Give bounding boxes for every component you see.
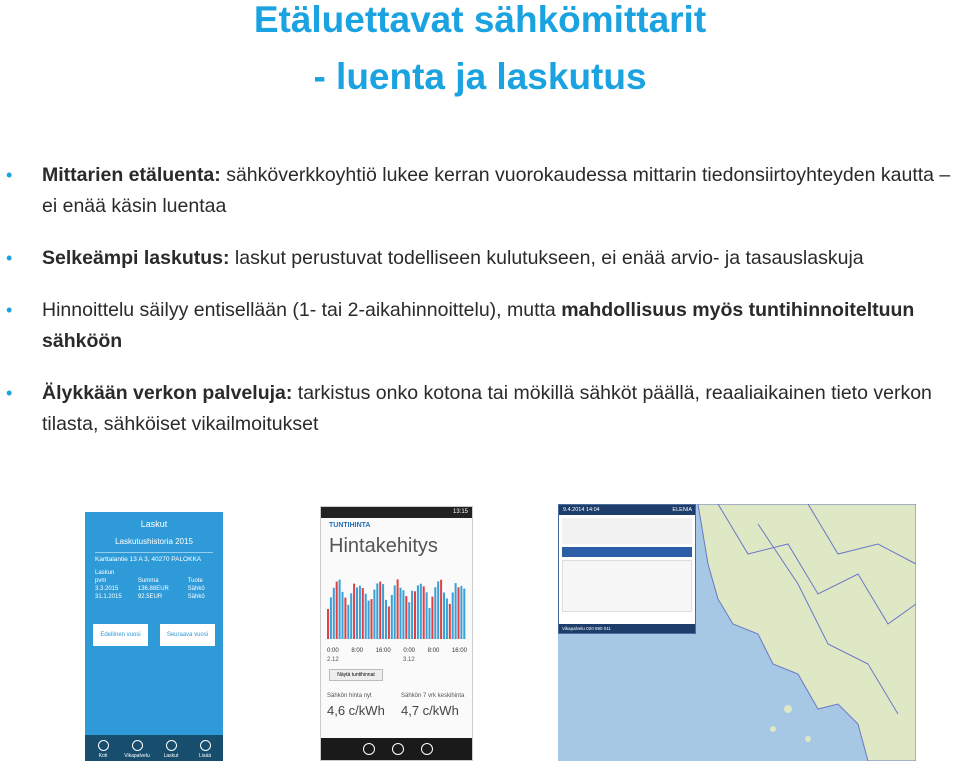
price-bar xyxy=(327,609,329,639)
price-now-value: 4,6 c/kWh xyxy=(327,703,385,718)
bullet-bold: Selkeämpi laskutus: xyxy=(42,247,230,269)
price-bar xyxy=(429,608,431,639)
bullet-text: sähköverkkoyhtiö lukee kerran vuorokaudessa mittarin tiedonsiirtoyhteyden kautta – ei enää käsin luentaa xyxy=(42,164,951,217)
price-bar xyxy=(423,586,425,639)
price-bar xyxy=(342,592,344,639)
slide-title-line1: Etäluettavat sähkömittarit xyxy=(253,0,707,40)
next-year-button[interactable]: Seuraava vuosi xyxy=(160,624,215,646)
bullet-bold: Älykkään verkon palveluja: xyxy=(42,382,293,404)
bullet-text: tarkistus onko kotona tai mökillä sähköt päällä, reaaliaikainen tieto verkon tilasta, sähköiset vikailmoitukset xyxy=(42,382,932,435)
list-icon xyxy=(200,740,211,751)
price-bar xyxy=(391,595,393,639)
bottom-tab-bar xyxy=(85,735,223,761)
invoices-table xyxy=(95,569,215,601)
price-avg-value: 4,7 c/kWh xyxy=(401,703,459,718)
price-bar xyxy=(434,587,436,639)
price-bar xyxy=(371,599,373,639)
euro-icon xyxy=(166,740,177,751)
bullet-item xyxy=(0,243,960,274)
tab-label: Vikapalvelu xyxy=(124,753,150,759)
tab-more[interactable] xyxy=(188,740,222,759)
tab-fault-service[interactable] xyxy=(120,740,154,759)
chart-axis-ticks xyxy=(327,648,467,654)
bullet-item xyxy=(0,295,960,357)
bullet-list xyxy=(0,160,960,461)
price-bar xyxy=(420,584,422,639)
tab-invoices[interactable] xyxy=(154,740,188,759)
axis-tick: 16:00 xyxy=(375,648,391,654)
price-bar xyxy=(330,597,332,639)
price-bar xyxy=(426,592,428,639)
price-bar xyxy=(452,592,454,639)
price-bar xyxy=(455,583,457,639)
price-bar xyxy=(394,585,396,639)
bullet-prefix: Hinnoittelu säilyy entisellään (1- tai 2-aikahinnoittelu), mutta xyxy=(42,299,562,321)
price-bar-chart xyxy=(321,569,472,647)
phone-screenshot-invoices xyxy=(85,512,223,761)
price-bar xyxy=(382,584,384,639)
panel-tabs[interactable] xyxy=(562,547,692,557)
bullet-dot-icon: • xyxy=(6,300,13,320)
price-bar xyxy=(431,597,433,639)
tab-label: Koti xyxy=(98,753,108,759)
bullet-dot-icon: • xyxy=(6,165,13,185)
bullet-bold: mahdollisuus myös tuntihinnoiteltuun sähköön xyxy=(42,299,915,352)
price-bar xyxy=(440,580,442,639)
price-bar xyxy=(408,602,410,639)
price-bar xyxy=(446,598,448,639)
bullet-item xyxy=(0,378,960,440)
price-bar xyxy=(344,598,346,639)
price-bar xyxy=(347,605,349,639)
price-bar xyxy=(463,589,465,639)
panel-header xyxy=(559,505,695,515)
price-heading: Hintakehitys xyxy=(329,535,438,557)
price-bar xyxy=(339,580,341,639)
invoices-header: Tuote xyxy=(187,578,203,584)
price-bar xyxy=(379,582,381,639)
table-row[interactable] xyxy=(95,585,215,593)
invoices-header: pvm xyxy=(95,578,107,584)
share-icon[interactable] xyxy=(392,743,404,755)
price-bar xyxy=(376,583,378,639)
price-now-label: Sähkön hinta nyt xyxy=(327,693,372,699)
panel-table xyxy=(562,560,692,612)
table-cell: 31.1.2015 xyxy=(95,594,122,600)
price-bar xyxy=(362,588,364,639)
price-bar xyxy=(365,594,367,639)
price-bar xyxy=(402,590,404,639)
price-bar xyxy=(449,604,451,639)
axis-tick: 8:00 xyxy=(427,648,440,654)
invoices-header: Summa xyxy=(137,578,159,584)
slide-title-line2: - luenta ja laskutus xyxy=(313,56,647,97)
outage-map-screenshot xyxy=(558,504,916,761)
app-brand: TUNTIHINTA xyxy=(329,522,371,529)
price-bar xyxy=(417,585,419,639)
tab-label: Lisää xyxy=(199,753,211,759)
bottom-app-bar xyxy=(321,738,472,760)
table-cell: Sähkö xyxy=(187,594,205,600)
axis-tick: 8:00 xyxy=(351,648,364,654)
date-label: 2.12 xyxy=(327,657,339,663)
panel-footer: Vikapalvelu 020 690 011 xyxy=(559,624,695,633)
invoices-title: Laskut xyxy=(140,519,168,529)
price-bar xyxy=(458,587,460,639)
price-bar xyxy=(400,588,402,639)
price-avg-label: Sähkön 7 vrk keskihinta xyxy=(401,693,465,699)
price-bar xyxy=(388,606,390,639)
invoices-subtitle: Laskutushistoria 2015 xyxy=(115,537,193,546)
invoices-col-label: Laskun xyxy=(95,570,115,576)
refresh-icon[interactable] xyxy=(363,743,375,755)
invoices-address: Karttalantie 13 A 3, 40270 PALOKKA xyxy=(95,552,213,563)
price-bar xyxy=(397,579,399,639)
bullet-text: laskut perustuvat todelliseen kulutukseen, ei enää arvio- ja tasauslaskuja xyxy=(229,247,864,269)
table-row[interactable] xyxy=(95,593,215,601)
price-bar xyxy=(333,588,335,639)
table-cell: Sähkö xyxy=(187,586,205,592)
settings-icon[interactable] xyxy=(421,743,433,755)
show-hourly-prices-button[interactable]: Näytä tuntihinnat xyxy=(329,669,383,681)
table-cell: 136.88EUR xyxy=(137,586,169,592)
price-bar xyxy=(414,591,416,639)
price-bar xyxy=(350,593,352,639)
outage-info-panel xyxy=(558,504,696,634)
date-label: 3.12 xyxy=(403,657,415,663)
panel-brand: ELENIA xyxy=(672,507,692,513)
table-cell: 92.5EUR xyxy=(137,594,163,600)
bullet-dot-icon: • xyxy=(6,383,13,403)
price-bar xyxy=(460,586,462,639)
price-bar xyxy=(368,601,370,639)
price-bar xyxy=(437,581,439,639)
home-icon xyxy=(98,740,109,751)
price-bar xyxy=(336,582,338,639)
panel-date: 9.4.2014 14:04 xyxy=(563,507,600,513)
price-bar xyxy=(385,600,387,639)
bullet-item xyxy=(0,160,960,222)
price-bar xyxy=(373,590,375,639)
price-bar xyxy=(405,596,407,639)
table-cell: 3.3.2015 xyxy=(95,586,119,592)
phone-screenshot-price xyxy=(320,506,473,761)
tab-home[interactable] xyxy=(86,740,120,759)
price-bar xyxy=(411,591,413,639)
axis-tick: 0:00 xyxy=(403,648,415,654)
price-bar xyxy=(359,586,361,639)
tools-icon xyxy=(132,740,143,751)
bullet-dot-icon: • xyxy=(6,248,13,268)
prev-year-button[interactable]: Edellinen vuosi xyxy=(93,624,148,646)
status-bar: 13:15 xyxy=(321,507,472,518)
axis-tick: 16:00 xyxy=(451,648,467,654)
price-bar xyxy=(443,592,445,639)
price-bar xyxy=(353,584,355,639)
bullet-bold: Mittarien etäluenta: xyxy=(42,164,221,186)
panel-notice xyxy=(562,518,692,544)
price-bar xyxy=(356,587,358,639)
tab-label: Laskut xyxy=(163,753,179,759)
axis-tick: 0:00 xyxy=(327,648,339,654)
